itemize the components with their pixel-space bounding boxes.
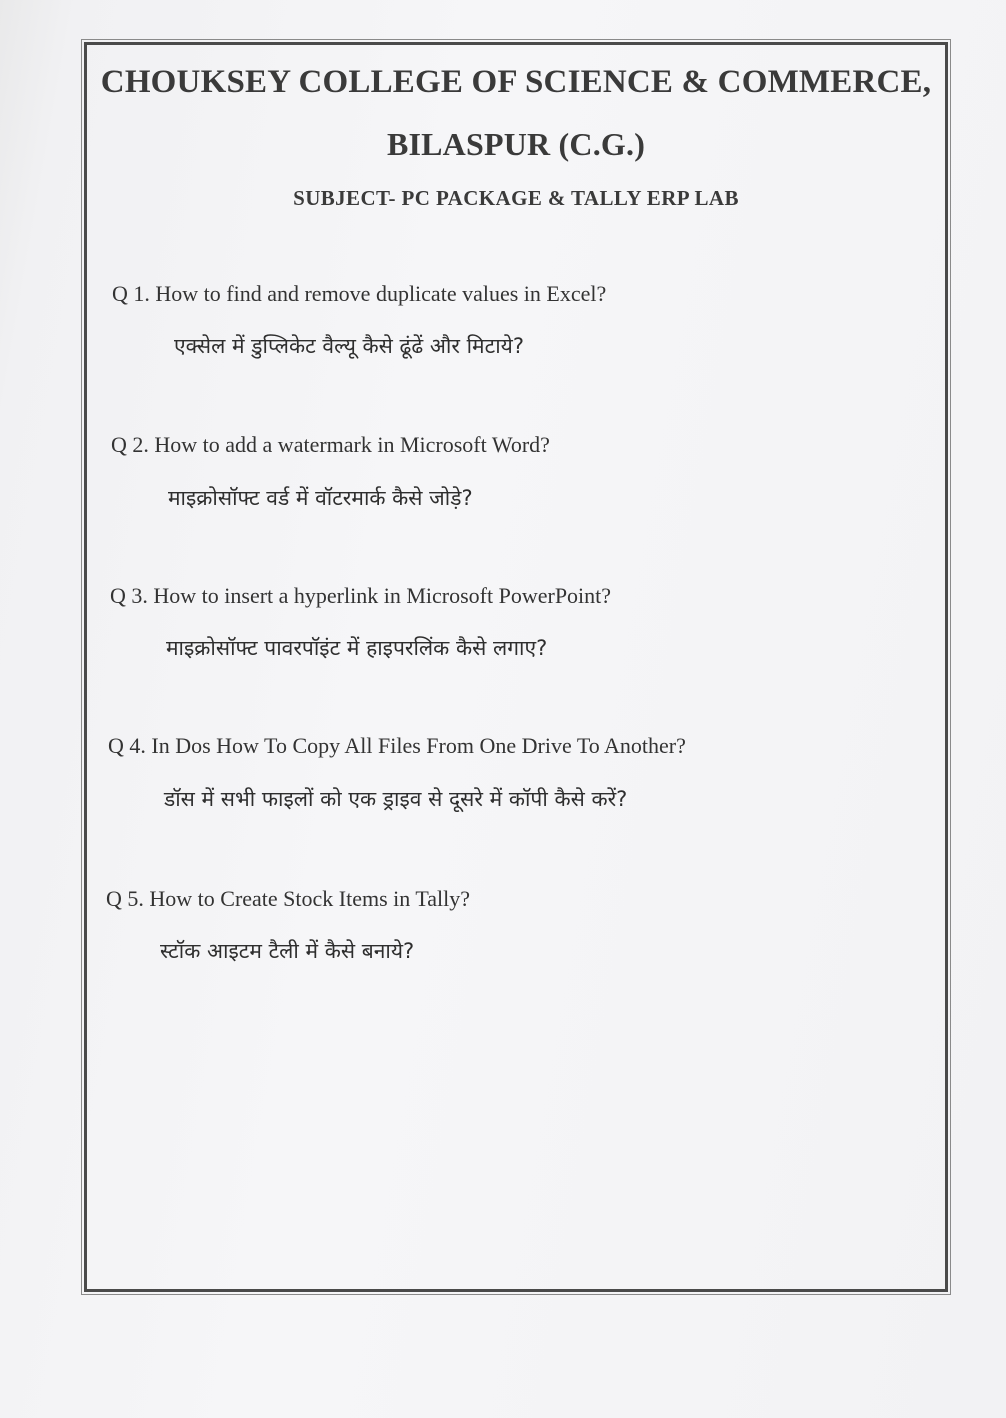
question-2-english: Q 2. How to add a watermark in Microsoft Word? — [111, 432, 550, 457]
page-border-frame — [84, 42, 948, 1292]
question-5-hindi: स्टॉक आइटम टैली में कैसे बनाये? — [160, 939, 415, 963]
question-2-hindi: माइक्रोसॉफ्ट वर्ड में वॉटरमार्क कैसे जोड़े? — [168, 486, 473, 510]
question-4-hindi: डॉस में सभी फाइलों को एक ड्राइव से दूसरे में कॉपी कैसे करें? — [164, 787, 628, 811]
question-3-hindi: माइक्रोसॉफ्ट पावरपॉइंट में हाइपरलिंक कैसे लगाए? — [166, 636, 548, 660]
question-4-english: Q 4. In Dos How To Copy All Files From One Drive To Another? — [108, 733, 686, 758]
question-1-hindi: एक्सेल में डुप्लिकेट वैल्यू कैसे ढूंढें और मिटाये? — [174, 334, 524, 358]
question-5-english: Q 5. How to Create Stock Items in Tally? — [106, 886, 471, 911]
college-city-heading: BILASPUR (C.G.) — [386, 126, 646, 162]
college-name-heading: CHOUKSEY COLLEGE OF SCIENCE & COMMERCE, — [100, 64, 932, 100]
question-1-english: Q 1. How to find and remove duplicate values in Excel? — [112, 281, 607, 306]
subject-heading: SUBJECT- PC PACKAGE & TALLY ERP LAB — [293, 186, 739, 210]
question-3-english: Q 3. How to insert a hyperlink in Microsoft PowerPoint? — [110, 583, 612, 608]
